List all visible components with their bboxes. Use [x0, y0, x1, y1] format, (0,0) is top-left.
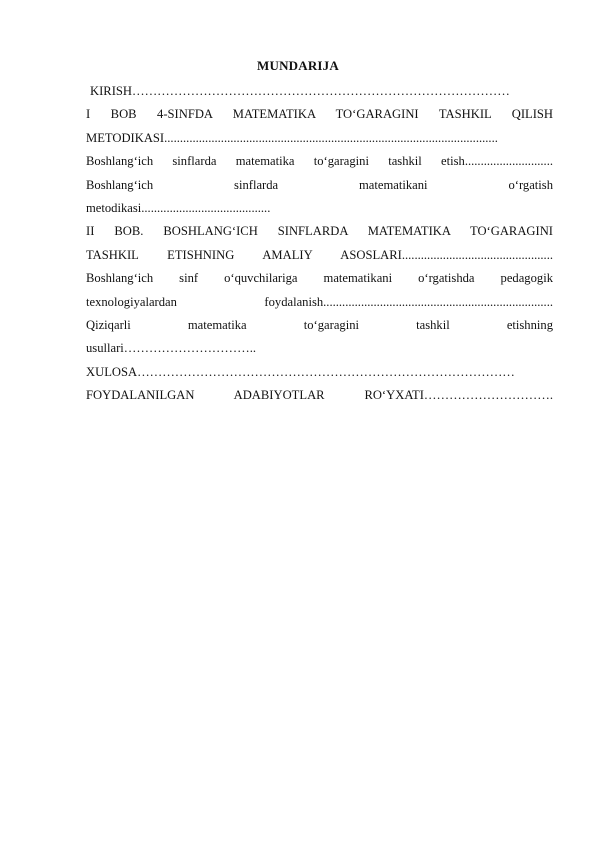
- toc-entry-chapter-1-title-line-1: I BOB 4-SINFDA MATEMATIKA TO‘GARAGINI TASHKIL QILISH: [86, 107, 553, 122]
- toc-entry-section-1-2-line-2: metodikasi.........................................: [86, 201, 271, 216]
- toc-entry-kirish: KIRISH………………………………………………………………………………: [90, 84, 510, 98]
- toc-entry-chapter-2-title-line-2: TASHKIL ETISHNING AMALIY ASOSLARI................................................: [86, 247, 553, 262]
- toc-entry-references: FOYDALANILGAN ADABIYOTLAR RO‘YXATI………………………….: [86, 388, 553, 403]
- toc-entry-section-2-1-line-1: Boshlang‘ich sinf o‘quvchilariga matematikani o‘rgatishda pedagogik: [86, 271, 553, 286]
- toc-entry-section-1-2-line-1: Boshlang‘ich sinflarda matematikani o‘rgatish: [86, 177, 553, 192]
- toc-entry-chapter-2-title-line-1: II BOB. BOSHLANG‘ICH SINFLARDA MATEMATIKA TO‘GARAGINI: [86, 224, 553, 239]
- toc-entry-section-2-2-line-2: usullari…………………………..: [86, 341, 257, 356]
- table-of-contents: [86, 80, 553, 408]
- toc-entry-section-2-1-line-2: texnologiyalardan foydalanish.........................................................................: [86, 294, 553, 309]
- toc-entry-chapter-1-title-line-2: METODIKASI..........................................................................................................: [86, 130, 498, 145]
- toc-entry-section-2-2-line-1: Qiziqarli matematika to‘garagini tashkil etishning: [86, 318, 553, 333]
- page-title: MUNDARIJA: [257, 58, 339, 73]
- toc-entry-xulosa: XULOSA………………………………………………………………………………: [86, 364, 515, 379]
- toc-entry-section-1-1: Boshlang‘ich sinflarda matematika to‘garagini tashkil etish............................: [86, 154, 553, 169]
